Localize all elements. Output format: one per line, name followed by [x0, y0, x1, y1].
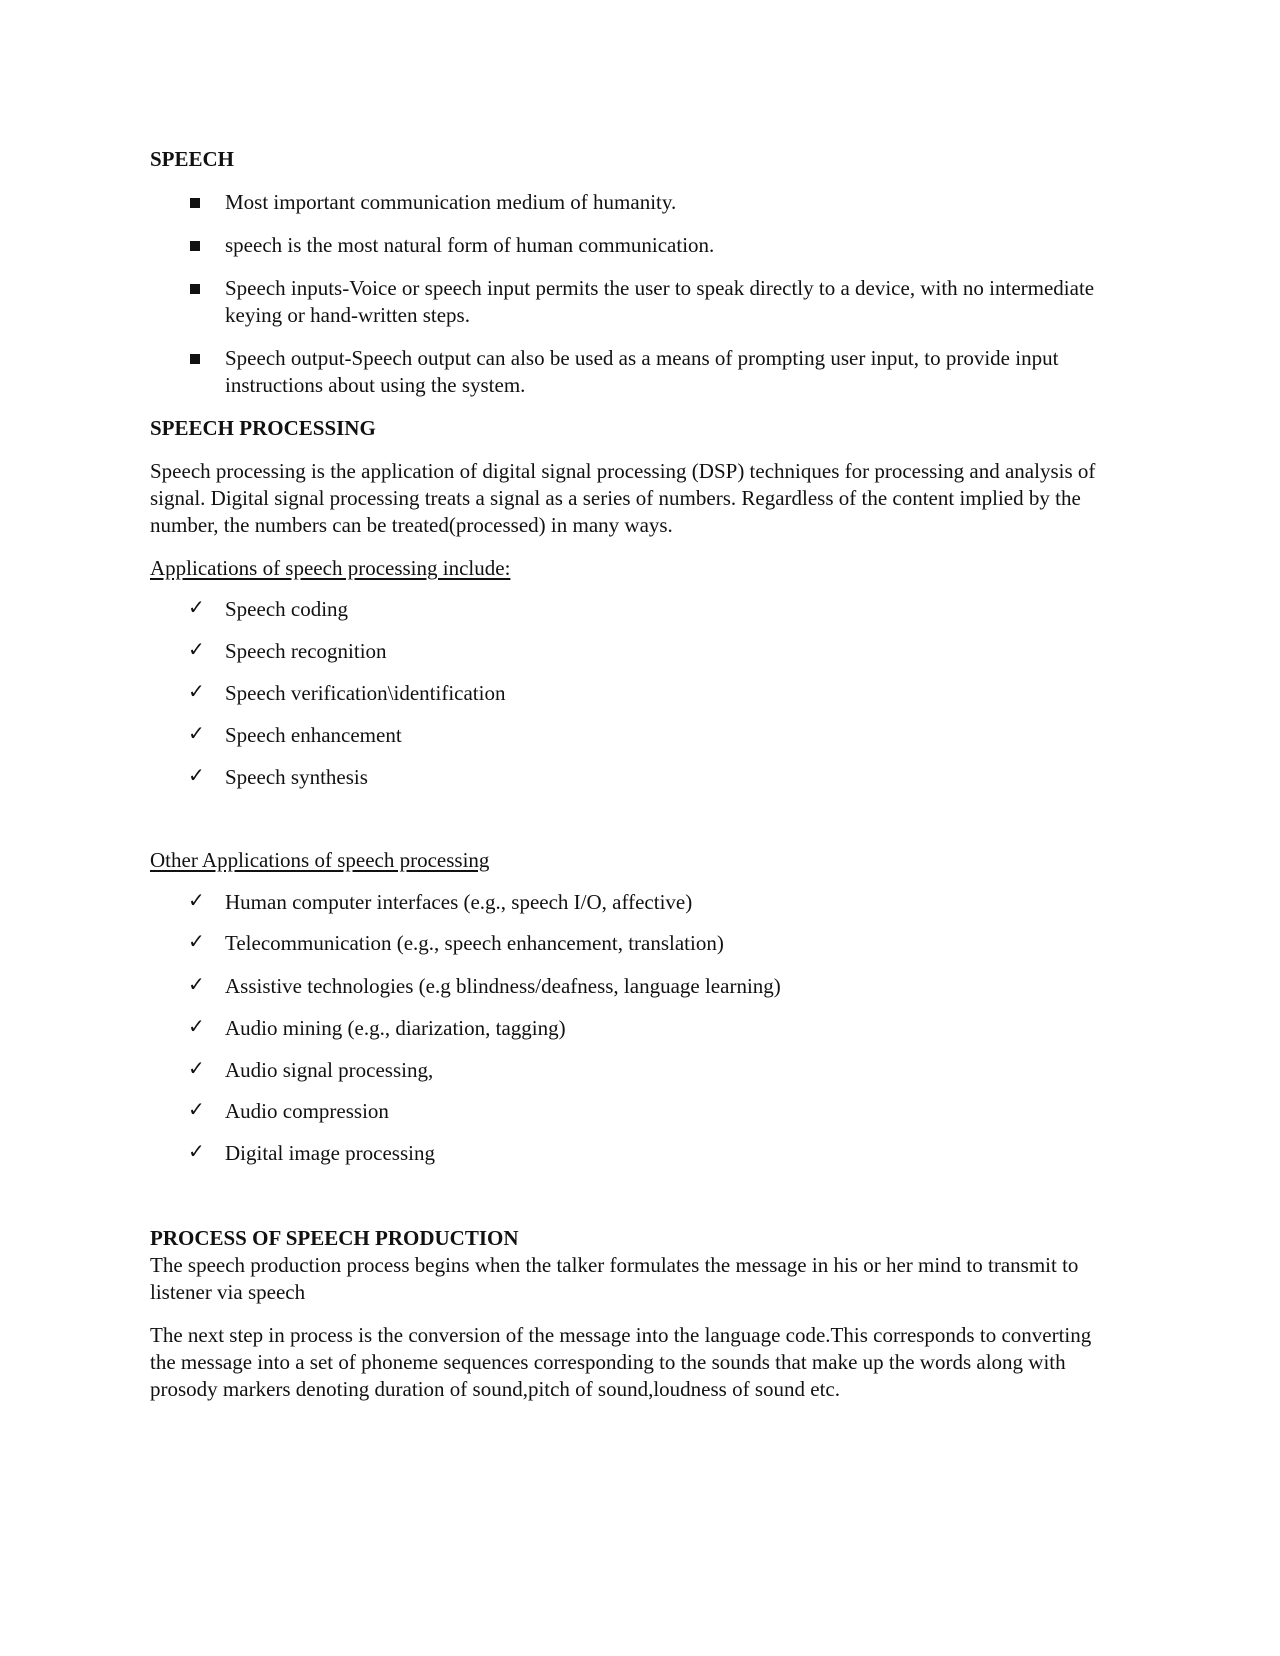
- check-bullet-icon: ✓: [188, 1139, 205, 1163]
- list-item: [150, 638, 1110, 665]
- square-bullet-icon: [190, 284, 200, 294]
- list-item-text: Most important communication medium of humanity.: [225, 190, 677, 214]
- list-item: [150, 189, 1110, 216]
- check-bullet-icon: ✓: [188, 929, 205, 953]
- list-item: [150, 764, 1110, 791]
- speech-heading: SPEECH: [150, 147, 235, 171]
- check-bullet-icon: ✓: [188, 972, 205, 996]
- list-item: [150, 345, 1110, 399]
- list-item-text: Speech recognition: [225, 639, 387, 663]
- list-item-text: Digital image processing: [225, 1141, 435, 1165]
- list-item-text: Speech enhancement: [225, 723, 402, 747]
- list-item: [150, 275, 1110, 329]
- square-bullet-icon: [190, 354, 200, 364]
- list-item: [150, 1057, 1110, 1084]
- list-item-text: Assistive technologies (e.g blindness/deafness, language learning): [225, 974, 781, 998]
- other-applications-list: [150, 889, 1110, 1167]
- list-item-text: Human computer interfaces (e.g., speech I/O, affective): [225, 890, 693, 914]
- check-bullet-icon: ✓: [188, 1056, 205, 1080]
- list-item-text: Audio mining (e.g., diarization, tagging): [225, 1016, 566, 1040]
- list-item: [150, 889, 1110, 916]
- list-item: [150, 1098, 1110, 1125]
- speech-production-paragraph-1: The speech production process begins when the talker formulates the message in his or her mind to transmit to listener via speech: [150, 1253, 1079, 1304]
- list-item: [150, 596, 1110, 623]
- list-item: [150, 973, 1110, 1000]
- list-item-text: Speech inputs-Voice or speech input permits the user to speak directly to a device, with no intermediate keying or hand-written steps.: [225, 276, 1095, 327]
- check-bullet-icon: ✓: [188, 888, 205, 912]
- speech-bullet-list: [150, 189, 1110, 399]
- list-item-text: Speech verification\identification: [225, 681, 506, 705]
- applications-subheading: Applications of speech processing include:: [150, 556, 511, 580]
- list-item: [150, 722, 1110, 749]
- check-bullet-icon: ✓: [188, 1014, 205, 1038]
- speech-production-paragraph-2: The next step in process is the conversion of the message into the language code.This corresponds to converting the message into a set of phoneme sequences corresponding to the sounds that make up the words along with prosody markers denoting duration of sound,pitch of sound,loudness of sound etc.: [150, 1323, 1092, 1401]
- check-bullet-icon: ✓: [188, 679, 205, 703]
- check-bullet-icon: ✓: [188, 1097, 205, 1121]
- list-item-text: Telecommunication (e.g., speech enhancement, translation): [225, 931, 724, 955]
- square-bullet-icon: [190, 241, 200, 251]
- speech-processing-heading: SPEECH PROCESSING: [150, 416, 376, 440]
- other-applications-subheading: Other Applications of speech processing: [150, 848, 490, 872]
- list-item: [150, 232, 1110, 259]
- check-bullet-icon: ✓: [188, 763, 205, 787]
- check-bullet-icon: ✓: [188, 637, 205, 661]
- speech-processing-paragraph: Speech processing is the application of digital signal processing (DSP) techniques for processing and analysis of signal. Digital signal processing treats a signal as a series of numbers. Regardless of the content implied by the number, the numbers can be treated(processed) in many ways.: [150, 459, 1096, 537]
- list-item-text: Speech coding: [225, 597, 349, 621]
- check-bullet-icon: ✓: [188, 595, 205, 619]
- list-item-text: Audio signal processing,: [225, 1058, 434, 1082]
- list-item: [150, 1140, 1110, 1167]
- list-item-text: Audio compression: [225, 1099, 389, 1123]
- list-item-text: Speech synthesis: [225, 765, 368, 789]
- applications-list: [150, 596, 1110, 791]
- list-item: [150, 930, 1110, 957]
- list-item-text: speech is the most natural form of human communication.: [225, 233, 715, 257]
- list-item-text: Speech output-Speech output can also be used as a means of prompting user input, to provide input instructions about using the system.: [225, 346, 1059, 397]
- speech-production-heading: PROCESS OF SPEECH PRODUCTION: [150, 1226, 519, 1250]
- document-page: [150, 146, 1110, 1403]
- list-item: [150, 1015, 1110, 1042]
- check-bullet-icon: ✓: [188, 721, 205, 745]
- list-item: [150, 680, 1110, 707]
- square-bullet-icon: [190, 198, 200, 208]
